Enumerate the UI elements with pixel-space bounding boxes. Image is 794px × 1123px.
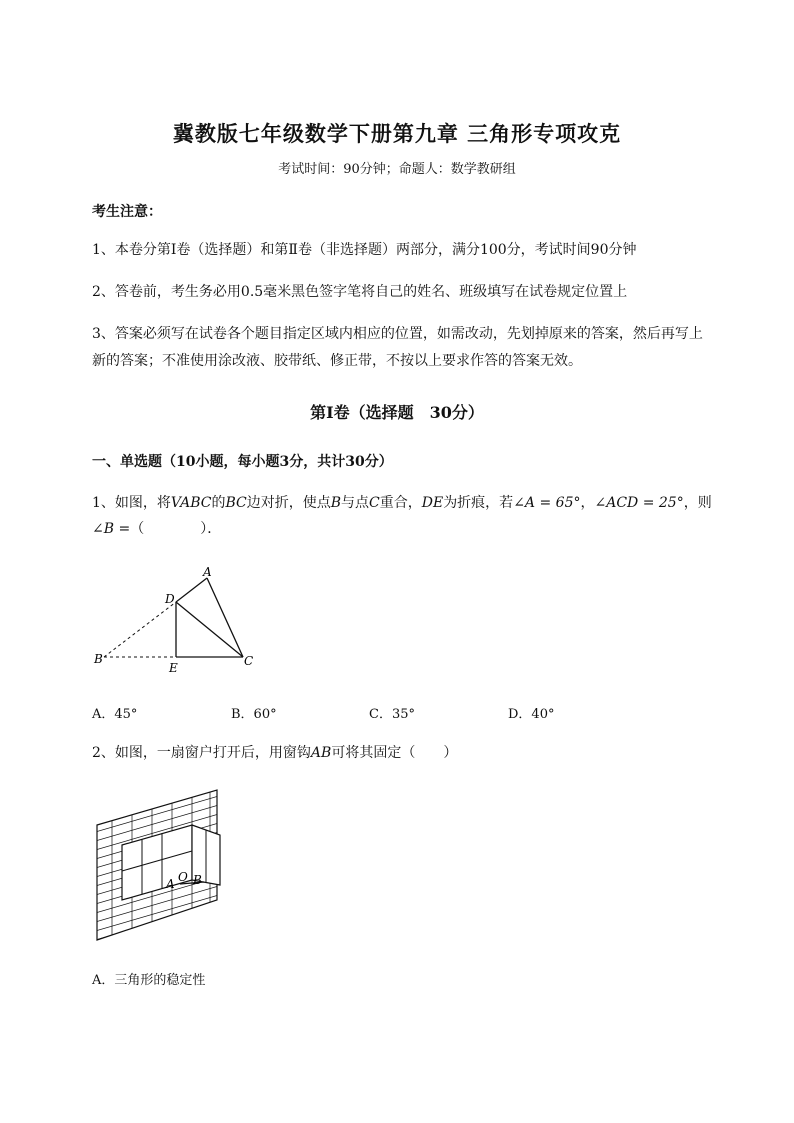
page-title: 冀教版七年级数学下册第九章 三角形专项攻克 <box>172 121 622 146</box>
notice-item-2: 2、答卷前，考生务必用0.5毫米黑色签字笔将自己的姓名、班级填写在试卷规定位置上 <box>92 284 628 300</box>
part-title: 一、单选题（10小题，每小题3分，共计30分） <box>92 454 393 470</box>
q1-var: DE <box>421 495 444 511</box>
question-2 <box>92 740 732 766</box>
notice-item-1: 1、本卷分第I卷（选择题）和第Ⅱ卷（非选择题）两部分，满分100分，考试时间90分钟 <box>92 242 637 258</box>
question-1 <box>92 490 732 542</box>
q1-text: 边对折，使点 <box>246 495 331 511</box>
q1-option-a[interactable]: A．45° <box>92 707 138 722</box>
q1-ask: ∠B = <box>92 521 131 537</box>
q1-triangle: VABC <box>170 495 212 511</box>
q1-option-c[interactable]: C．35° <box>369 707 415 722</box>
label-a: A <box>203 565 212 579</box>
label-b: B <box>193 873 202 887</box>
q1-text: 的 <box>211 495 226 511</box>
q1-text: 1、如图，将 <box>92 495 171 511</box>
label-b: B <box>94 652 103 666</box>
q1-var: C <box>369 495 380 511</box>
label-a: A <box>166 877 175 891</box>
q1-text: ，则 <box>683 495 712 511</box>
q1-text: 与点 <box>341 495 370 511</box>
q2-option-a[interactable]: A．三角形的稳定性 <box>92 973 206 988</box>
q1-var: B <box>330 495 342 511</box>
q1-option-b[interactable]: B．60° <box>231 707 277 722</box>
exam-info: 考试时间：90分钟；命题人：数学教研组 <box>278 162 516 177</box>
q1-var: BC <box>225 495 247 511</box>
q1-text: 为折痕，若 <box>443 495 514 511</box>
label-e: E <box>169 661 178 675</box>
q2-text: 2、如图，一扇窗户打开后，用窗钩 <box>92 745 311 761</box>
label-c: C <box>244 654 254 668</box>
segment-bd-dashed <box>104 602 176 657</box>
segment-ac <box>207 578 243 657</box>
segment-da <box>176 578 207 602</box>
q1-triangle-figure <box>88 560 268 680</box>
notice-item-3: 3、答案必须写在试卷各个题目指定区域内相应的位置，如需改动，先划掉原来的答案，然后再写上新的答案；不准使用涂改液、胶带纸、修正带，不按以上要求作答的答案无效。 <box>92 326 703 369</box>
segment-dc <box>176 602 243 657</box>
label-d: D <box>165 592 175 606</box>
label-o: O <box>178 870 188 884</box>
q1-condition: ∠ACD = 25° <box>594 495 684 511</box>
q2-window-figure <box>92 785 232 945</box>
q2-text: 可将其固定（ ） <box>331 745 458 761</box>
notice-heading: 考生注意： <box>92 204 162 220</box>
q1-text: 重合， <box>379 495 422 511</box>
q1-text: ， <box>580 495 595 511</box>
q1-blank: （ ）． <box>130 521 222 537</box>
section-title: 第I卷（选择题 30分） <box>310 403 484 422</box>
q1-condition: ∠A = 65° <box>513 495 581 511</box>
q1-option-d[interactable]: D．40° <box>508 707 555 722</box>
q2-var: AB <box>310 745 332 761</box>
